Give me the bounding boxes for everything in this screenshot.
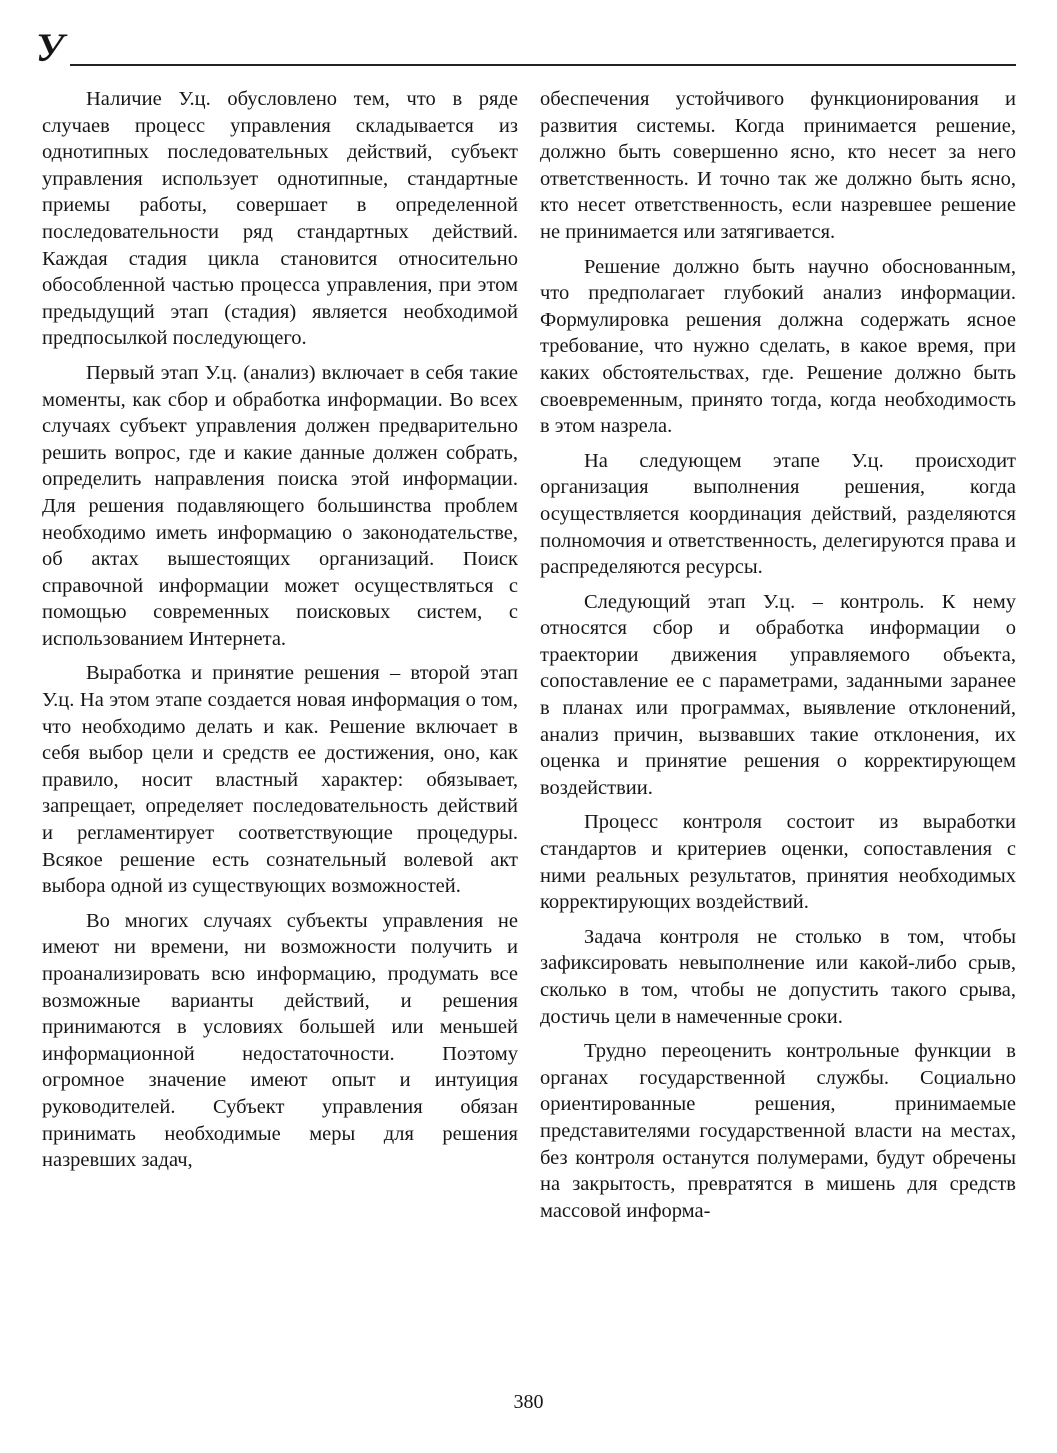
paragraph: На следующем этапе У.ц. происходит организация выполнения решения, когда осуществляется координация действий, разделяются полномочия и ответственность, делегируются права и распределяются ресурсы. bbox=[540, 449, 1016, 579]
running-header-letter: У bbox=[36, 25, 64, 70]
paragraph: Процесс контроля состоит из выработки стандартов и критериев оценки, сопоставления с ними реальных результатов, принятия необходимых корректирующих воздействий. bbox=[540, 811, 1016, 914]
paragraph: Трудно переоценить контрольные функции в органах государственной службы. Социально ориентированные решения, принимаемые представителями государственной власти на местах, без контроля останутся полумерами, будут обречены на закрытость, превратятся в мишень для средств массовой информа- bbox=[540, 1040, 1016, 1222]
page-number: 380 bbox=[513, 1391, 544, 1413]
paragraph: Задача контроля не столько в том, чтобы зафиксировать невыполнение или какой-либо срыв, сколько в том, чтобы не допустить такого срыва, достичь цели в намеченные сроки. bbox=[540, 925, 1016, 1028]
header-rule bbox=[70, 64, 1016, 66]
paragraph: Решение должно быть научно обоснованным, что предполагает глубокий анализ информации. Формулировка решения должна содержать ясное требование, что нужно сделать, в какое время, при каких обстоятельствах, где. Решение должно быть своевременным, принято тогда, когда необходимость в этом назрела. bbox=[540, 255, 1016, 438]
paragraph-continuation: обеспечения устойчивого функционирования и развития системы. Когда принимается решение, должно быть совершенно ясно, кто несет за него ответственность. И точно так же должно быть ясно, кто несет ответственность, если назревшее решение не принимается или затягивается. bbox=[540, 88, 1016, 243]
paragraph: Выработка и принятие решения – второй этап У.ц. На этом этапе создается новая информация о том, что необходимо делать и как. Решение включает в себя выбор цели и средств ее достижения, оно, как правило, носит властный характер: обязывает, запрещает, определяет последовательность действий и регламентирует соответствующие процедуры. Всякое решение есть сознательный волевой акт выбора одной из существующих возможностей. bbox=[42, 662, 518, 898]
paragraph: Наличие У.ц. обусловлено тем, что в ряде случаев процесс управления складывается из однотипных последовательных действий, субъект управления использует однотипные, стандартные приемы работы, совершает в определенной последовательности ряд стандартных действий. Каждая стадия цикла становится относительно обособленной частью процесса управления, при этом предыдущий этап (стадия) является необходимой предпосылкой последующего. bbox=[42, 88, 518, 350]
right-column bbox=[540, 86, 1016, 1232]
left-column bbox=[42, 86, 518, 1182]
paragraph: Первый этап У.ц. (анализ) включает в себя такие моменты, как сбор и обработка информации. Во всех случаях субъект управления должен предварительно решить вопрос, где и какие данные должен собрать, определить направления поиска этой информации. Для решения подавляющего большинства проблем необходимо иметь информацию о законодательстве, об актах вышестоящих организаций. Поиск справочной информации может осуществляться с помощью современных поисковых систем, с использованием Интернета. bbox=[42, 361, 518, 650]
paragraph: Следующий этап У.ц. – контроль. К нему относятся сбор и обработка информации о траектории движения управляемого объекта, сопоставление ее с параметрами, заданными заранее в планах или программах, выявление отклонений, анализ причин, вызвавших такие отклонения, их оценка и принятие решения о корректирующем воздействии. bbox=[540, 590, 1016, 799]
paragraph: Во многих случаях субъекты управления не имеют ни времени, ни возможности получить и проанализировать всю информацию, продумать все возможные варианты действий, и решения принимаются в условиях большей или меньшей информационной недостаточности. Поэтому огромное значение имеют опыт и интуиция руководителей. Субъект управления обязан принимать необходимые меры для решения назревших задач, bbox=[42, 909, 518, 1172]
